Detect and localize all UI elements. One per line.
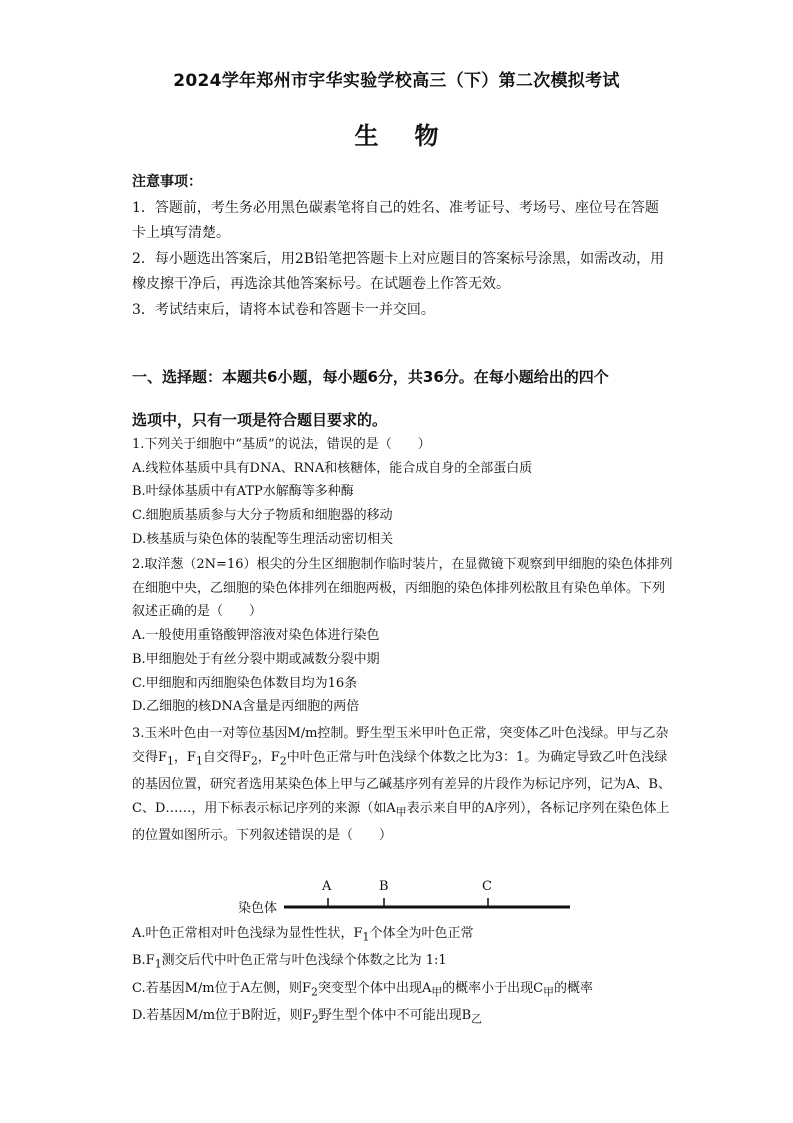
- marker-label-c: C: [482, 879, 492, 894]
- question-2: [132, 553, 677, 719]
- subscript: 1: [154, 957, 162, 971]
- question-3-options: [132, 922, 677, 1031]
- subscript: 甲: [543, 985, 554, 999]
- notice-item: 2．每小题选出答案后，用2B铅笔把答题卡上对应题目的答案标号涂黑，如需改动，用橡皮擦干净后，再选涂其他答案标号。在试题卷上作答无效。: [132, 250, 665, 292]
- chromosome-diagram: [236, 872, 576, 918]
- notice-item: 1．答题前，考生务必用黑色碳素笔将自己的姓名、准考证号、考场号、座位号在答题卡上填写清楚。: [132, 199, 659, 241]
- option-text: 测交后代中叶色正常与叶色浅绿个体数之比为 1:1: [161, 953, 447, 969]
- option-d: D.核基质与染色体的装配等生理活动密切相关: [132, 531, 394, 547]
- question-3: [132, 722, 677, 848]
- option-text: B.F: [132, 953, 155, 969]
- section-heading: [132, 356, 677, 442]
- subscript: 2: [311, 1012, 319, 1026]
- option-b: B.甲细胞处于有丝分裂中期或减数分裂中期: [132, 651, 380, 667]
- marker-label-a: A: [322, 879, 332, 894]
- section-heading-line: 选项中，只有一项是符合题目要求的。: [132, 411, 388, 429]
- notice-block: [132, 170, 672, 323]
- option-d: D.乙细胞的核DNA含量是丙细胞的两倍: [132, 699, 360, 715]
- question-1: [132, 433, 677, 552]
- subscript: 甲: [395, 805, 407, 819]
- stem-text: ，F: [257, 749, 280, 765]
- option-text: C.若基因M/m位于A左侧，则F: [132, 980, 312, 996]
- stem-text: 中叶色正常与叶色浅绿个体数之比为3：1。为确定导致乙叶色浅绿的基因位置，研究者选用某染色体上甲与乙碱基序列有差异的片段作为标记序列，记为A、B、C、D……，用下标表示标记序列的来源（如A: [132, 749, 671, 816]
- option-text: D.若基因M/m位于B附近，则F: [132, 1007, 312, 1023]
- subscript: 乙: [471, 1012, 482, 1026]
- question-stem: [132, 722, 677, 848]
- stem-text: 表示来自甲的A序列），各标记序列在染色体上的位置如图所示。下列叙述错误的是（ ）: [132, 800, 670, 843]
- option-text: 突变型个体中出现A: [317, 980, 432, 996]
- subject-title: 生物: [354, 122, 475, 150]
- marker-label-b: B: [379, 879, 389, 894]
- question-stem: 1.下列关于细胞中“基质”的说法，错误的是（ ）: [132, 437, 431, 452]
- stem-text: ，F: [173, 749, 196, 765]
- section-heading-line: 一、选择题：本题共6小题，每小题6分，共36分。在每小题给出的四个: [132, 368, 609, 386]
- subscript: 1: [362, 930, 370, 944]
- option-text: 的概率: [553, 980, 593, 996]
- option-c: C.甲细胞和丙细胞染色体数目均为16条: [132, 675, 358, 691]
- exam-title: 2024学年郑州市宇华实验学校高三（下）第二次模拟考试: [173, 71, 620, 91]
- option-text: 的概率小于出现C: [442, 980, 544, 996]
- option-b: B.叶绿体基质中有ATP水解酶等多种酶: [132, 484, 354, 500]
- subscript: 2: [311, 985, 318, 999]
- option-a: A.一般使用重铬酸钾溶液对染色体进行染色: [132, 628, 380, 644]
- option-text: 野生型个体中不可能出现B: [318, 1007, 472, 1023]
- subscript: 甲: [431, 985, 443, 999]
- option-c: [132, 977, 677, 1004]
- option-d: [132, 1004, 677, 1031]
- stem-text: 3.玉米叶色由一对等位基因M/m控制。野生型玉米甲叶色正常，突变体乙叶色浅绿。甲与乙杂交得F: [132, 726, 669, 765]
- option-c: C.细胞质基质参与大分子物质和细胞器的移动: [132, 508, 393, 524]
- chromosome-label: 染色体: [238, 901, 278, 916]
- stem-text: 自交得F: [202, 749, 251, 765]
- notice-heading: 注意事项：: [132, 174, 202, 190]
- notice-item: 3．考试结束后，请将本试卷和答题卡一并交回。: [132, 301, 435, 318]
- subscript: 2: [250, 754, 258, 768]
- option-text: A.叶色正常相对叶色浅绿为显性性状，F: [132, 926, 363, 941]
- subscript: 1: [167, 754, 174, 768]
- option-a: [132, 922, 677, 949]
- option-b: [132, 949, 677, 976]
- option-a: A.线粒体基质中具有DNA、RNA和核糖体，能合成自身的全部蛋白质: [132, 460, 533, 476]
- subscript: 2: [279, 754, 287, 768]
- subscript: 1: [195, 754, 203, 768]
- question-stem: 2.取洋葱（2N=16）根尖的分生区细胞制作临时装片，在显微镜下观察到甲细胞的染色体排列在细胞中央，乙细胞的染色体排列在细胞两极，丙细胞的染色体排列松散且有染色单体。下列叙述正确的是（ ）: [132, 557, 673, 620]
- option-text: 个体全为叶色正常: [369, 926, 474, 941]
